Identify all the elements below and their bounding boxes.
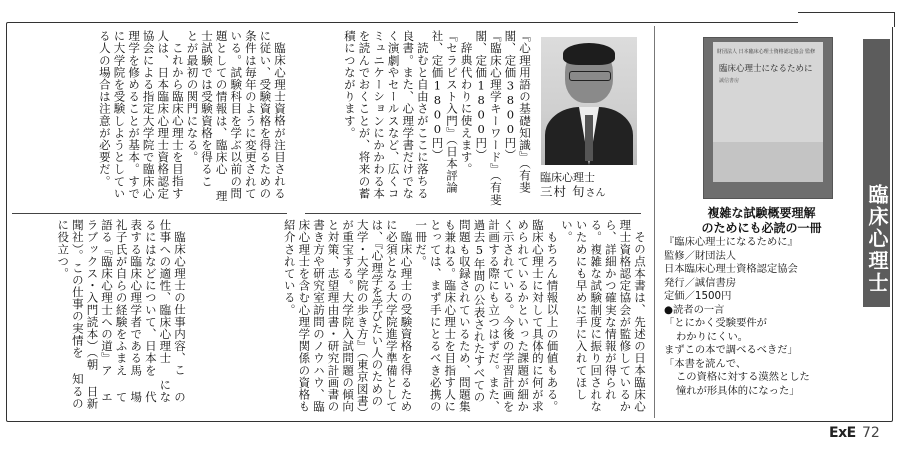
info-publisher: 発行／誠信書房 [664, 276, 737, 289]
paragraph: 臨床心理士資格が注目される に従い、受験資格を得るための 条件は毎年のように変更されて いる。試験科目を学ぶ以前の問 題としての情報は、臨床心 理士試験では受験資格を得るこ とが最初の関門になる。 [185, 30, 287, 202]
profile-photo [541, 37, 637, 165]
column-divider [12, 213, 287, 214]
profile-name: 三村 旬 [540, 184, 586, 199]
profile-caption [540, 171, 640, 201]
left-lower-text [12, 219, 187, 414]
section-separator [654, 26, 655, 418]
left-upper-text [12, 30, 287, 208]
info-reader-label: ●読者の一言 [664, 303, 725, 316]
paragraph: これから臨床心理士を目指す 人は、日本臨床心理士資格認定 協会による指定大学院で臨床心 理学を修めることが基本。すで に大学院を受験しようとしてい る人の場合は注意が必要だ。 [97, 30, 185, 200]
book-cover-publisher: 誠信書房 [719, 78, 740, 84]
info-comment: わかりにくい。 [676, 330, 749, 343]
book-cover-series: 財団法人 日本臨床心理士資格認定協会 監修 [717, 49, 816, 55]
book-ref: 『臨床心理学キーワード』（有斐閣、定価1800円） [474, 30, 503, 206]
paragraph: 辞典代わりに使えます。 [459, 41, 474, 175]
profile-honorific: さん [585, 188, 606, 199]
mid-lower-text [192, 219, 647, 414]
frame-notch [798, 12, 895, 27]
info-comment: 「本書を読んで、 [664, 357, 747, 370]
book-cover-title: 臨床心理士になるために [719, 64, 813, 74]
category-tab: 臨床心理士 [863, 39, 890, 307]
book-ref: 『心理用語の基礎知識』（有斐閣、定価3800円） [503, 30, 532, 194]
info-headline: のためにも必読の一冊 [701, 221, 822, 235]
paragraph: 臨床心理士の受験資格を得るために必須となる大学院進学準備としては、『心理学を学びたい人のための大学・大学院の歩き方』（東京図書）が重宝する。大学院入試問題の傾向と対策、志望理由書・研究計画書の書き方や研究室訪問のノウハウ、臨床心理士を含む心理学関係の資格も紹介されている。 [282, 219, 414, 414]
info-supervisor: 日本臨床心理士資格認定協会 [664, 263, 798, 275]
paragraph: その点本書は、先述の日本臨床心理士資格認定協会が監修しているから、詳細かつ確実な情報が得られる。複雑な試験制度に振り回されないためにも早めに手に入れてほしい。 [560, 219, 647, 413]
info-price: 定価／1500円 [664, 290, 732, 302]
book-info [664, 206, 859, 398]
paragraph: 臨床心理士の仕事内容、こ の仕事への適性、臨床心理士 になるにはなどについて、日本を 代表する臨床心理学者である馬 場礼子氏が自らの経験をふまえ て語る『臨床心理士への道』ア エラブックス・入門読本）（朝 日新聞社）。この仕事の実情を 知るのに役立つ。 [56, 219, 187, 410]
magazine-logo: ExE [829, 425, 856, 441]
info-comment: まずこの本で調べるべきだ」 [664, 344, 798, 356]
mid-upper-text [302, 30, 532, 208]
info-comment: 「とにかく受験要件が [664, 317, 767, 329]
book-ref: 『セラピスト入門』（日本評論社、定価1800円） [430, 30, 460, 194]
book-cover-image [703, 37, 833, 199]
info-comment: この資格に対する漠然とした [676, 371, 810, 383]
profile-role: 臨床心理士 [540, 171, 595, 184]
info-title: 『臨床心理士になるために』 [664, 236, 798, 248]
info-headline: 複雑な試験概要理解 [707, 206, 816, 220]
paragraph: 読むと自由さがここに落ちる良書。また、心理学書だけでなく演劇やセールスなど、広くコミュニケーションにかかわる本を読んでおくことが、将来の蓄積につながります。 [342, 30, 430, 200]
info-supervisor-label: 監修／財団法人 [664, 249, 737, 262]
column-divider [305, 213, 641, 214]
paragraph: もちろん情報以上の価値もある。臨床心理士に対して具体的に何が求められているかといった課題が細かく示されている。今後の学習計画を計画する際にも立つはずだ。また、過去5年間の公表されたすべての問題も収録されているため、問題集も兼ねる。臨床心理士を目指す人にとっては、まず手にとるべき必携の一冊だ。 [414, 219, 560, 413]
info-comment: 憧れが形具体的になった」 [676, 384, 800, 397]
page-number: 72 [862, 425, 880, 441]
